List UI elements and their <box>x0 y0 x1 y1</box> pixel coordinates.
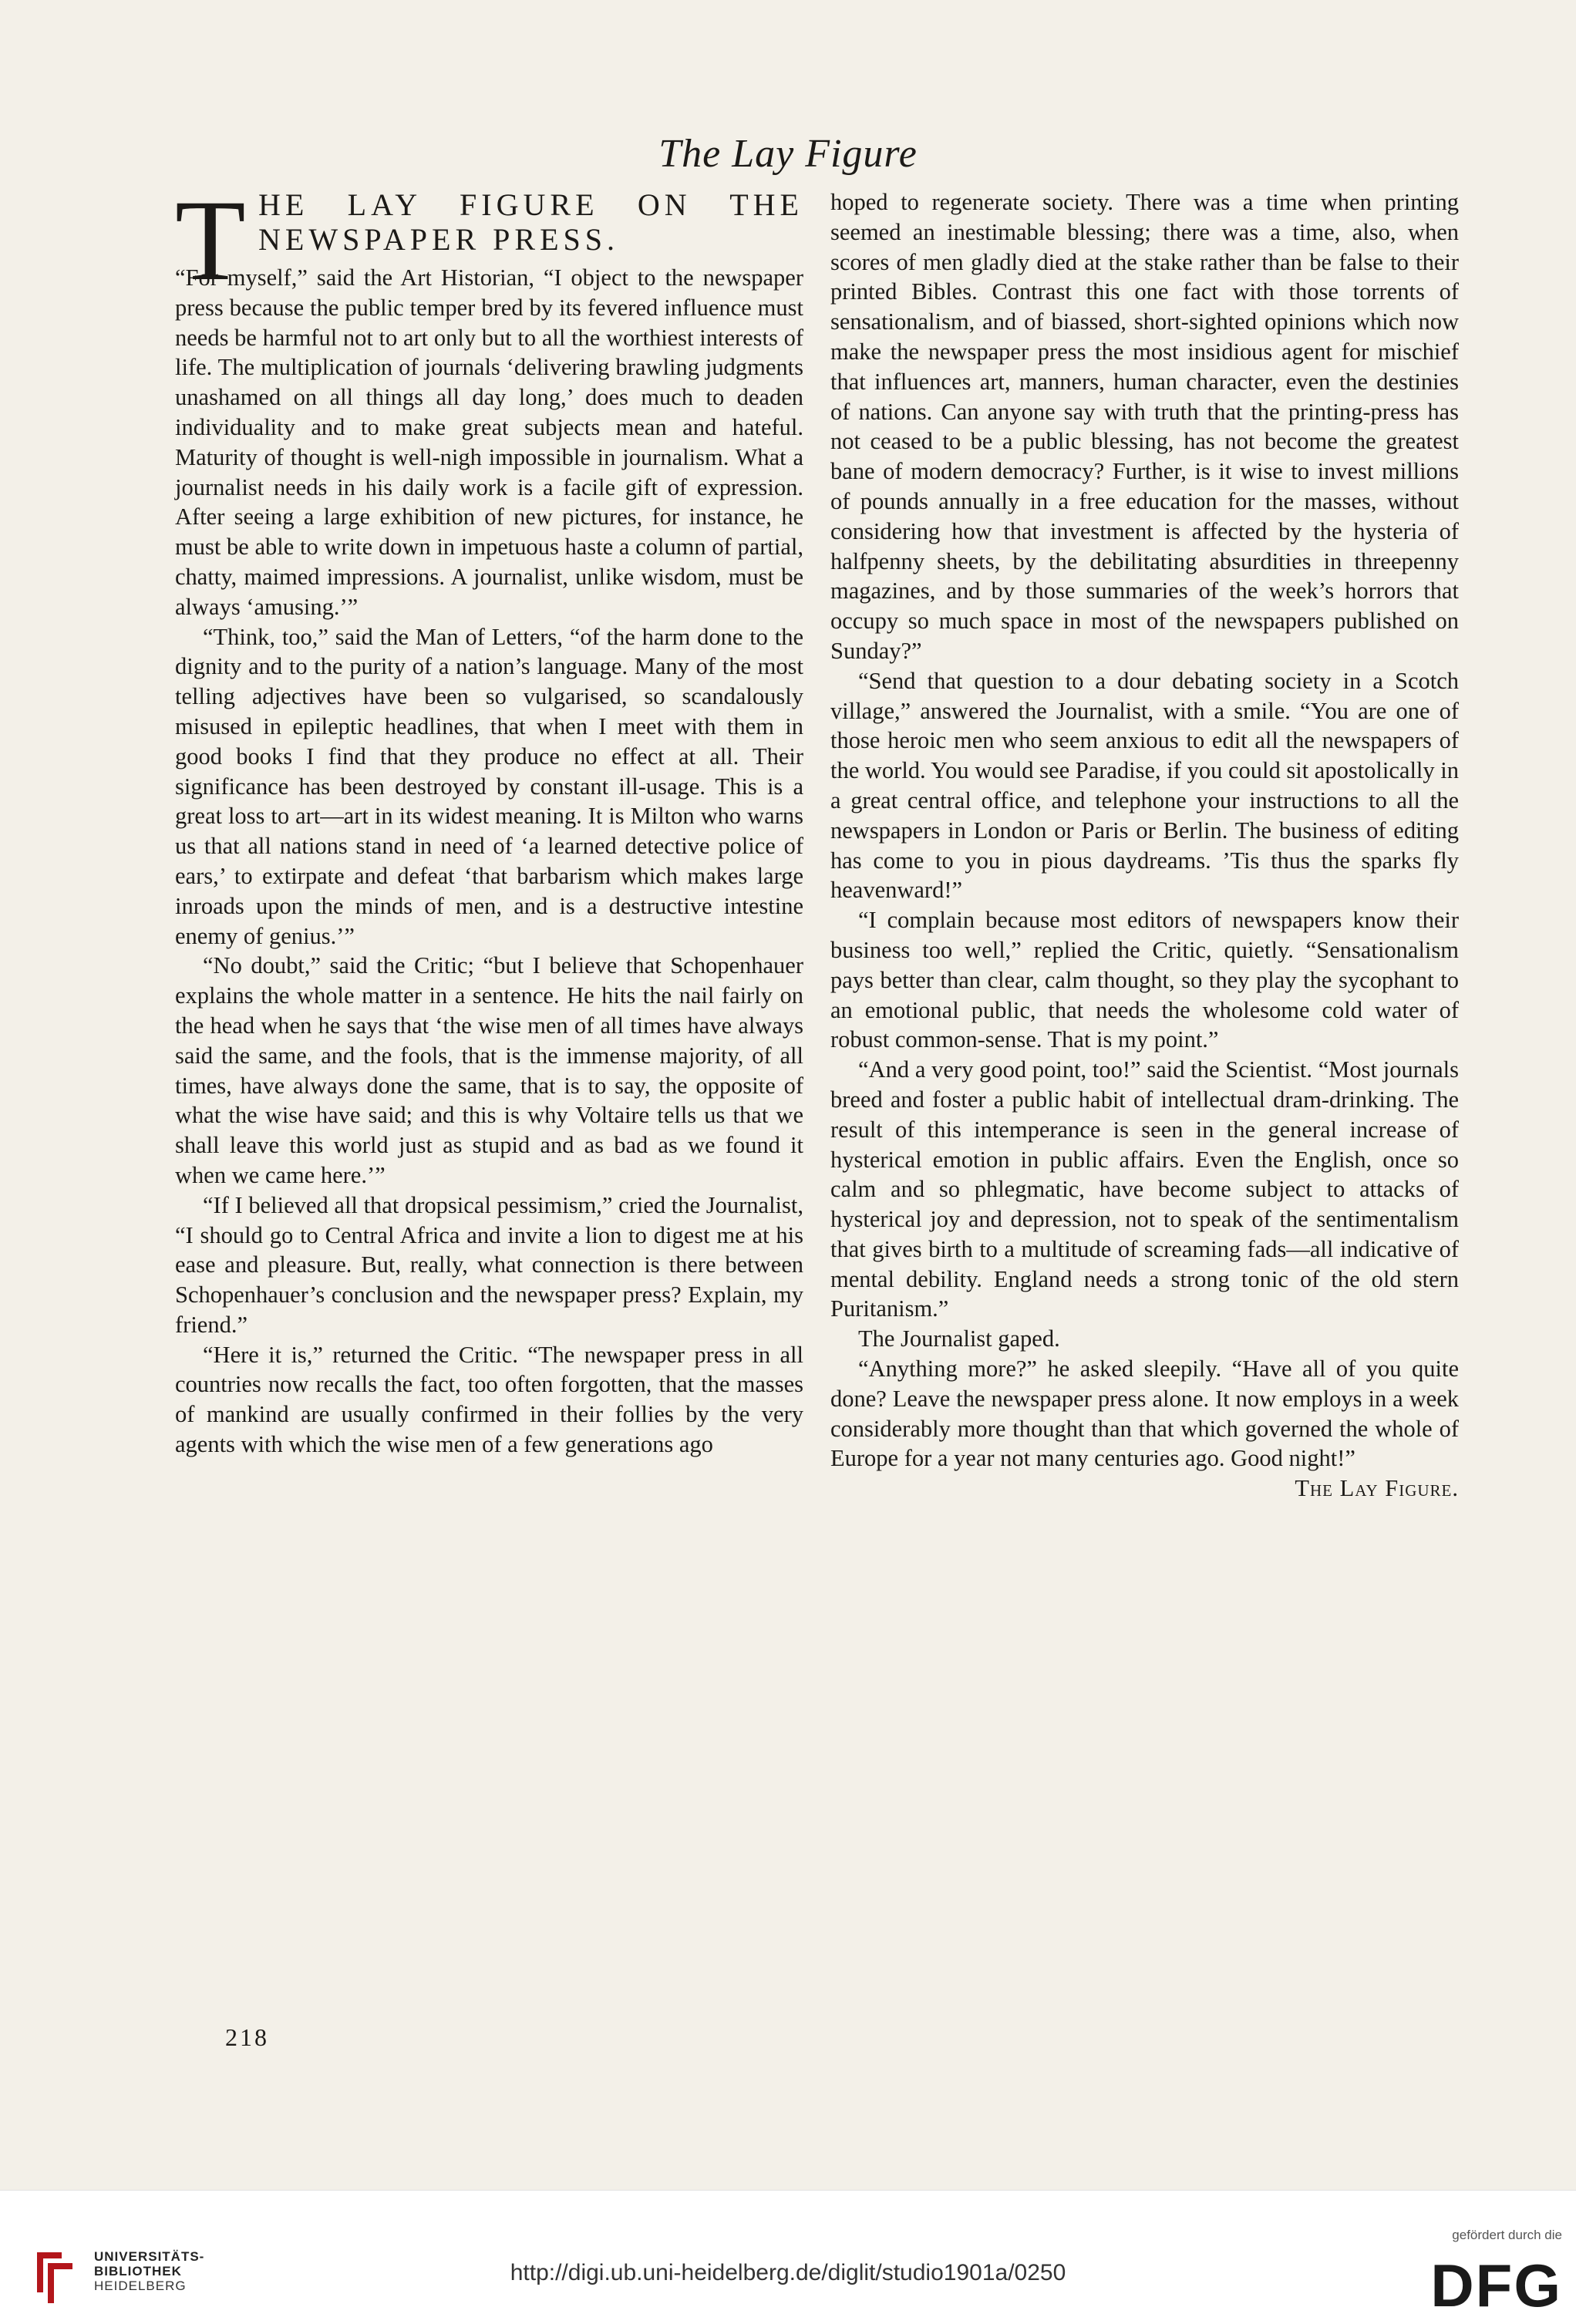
page-number: 218 <box>225 2023 269 2051</box>
left-column <box>175 177 803 1460</box>
dfg-logo: DFG <box>1430 2252 1562 2319</box>
library-name-line: BIBLIOTHEK <box>94 2264 182 2279</box>
paragraph: “Send that question to a dour debating society in a Scotch village,” answered the Journalist, with a smile. “You are one of those heroic men who seem anxious to edit all the newspapers of the world. You would see Paradise, if you could sit apostolically in a great central office, and telephone your instructions to all the newspapers in London or Paris or Berlin. The business of editing has come to you in pious daydreams. ’Tis thus the sparks fly heavenward!” <box>830 667 1459 904</box>
footer <box>0 2190 1576 2324</box>
paragraph-text: “For myself,” said the Art Historian, “I object to the newspaper press because the public temper bred by its fevered influence must needs be harmful not to art only but to all the worthiest interests of life. The multiplication of journals ‘delivering brawling judgments unashamed on all things all day long,’ does much to deaden individuality and to make great subjects mean and hateful. Maturity of thought is well-nigh impossible in journalism. What a journalist needs in his daily work is a facile gift of expression. After seeing a large exhibition of new pictures, for instance, he must be able to write down in impetuous haste a column of partial, chatty, maimed impressions. A journalist, unlike wisdom, must be always ‘amusing.’” <box>175 264 803 620</box>
paragraph <box>830 1354 1459 1502</box>
library-name-line: HEIDELBERG <box>94 2279 187 2293</box>
paragraph: “If I believed all that dropsical pessimism,” cried the Journalist, “I should go to Central Africa and invite a lion to digest me at his ease and pleasure. But, really, what connection is there between Schopenhauer’s conclusion and the newspaper press? Explain, my friend.” <box>175 1191 803 1338</box>
right-column <box>830 187 1459 1504</box>
paragraph: “Think, too,” said the Man of Letters, “of the harm done to the dignity and to the purity of a nation’s language. Many of the most telling adjectives have been so vulgarised, so scandalously misused in epileptic headlines, that when I meet with them in good books I find that they produce no effect at all. Their significance has been destroyed by constant ill-usage. This is a great loss to art—art in its widest meaning. It is Milton who warns us that all nations stand in need of ‘a learned detective police of ears,’ to extirpate and defeat ‘that barbarism which makes large inroads upon the minds of men, and is a destructive intestine enemy of genius.’” <box>175 623 803 949</box>
paragraph-text: “Anything more?” he asked sleepily. “Have all of you quite done? Leave the newspaper press alone. It now employs in a week considerably more thought than that which governed the whole of Europe for a year not many centuries ago. Good night!” <box>830 1356 1459 1472</box>
paragraph: “No doubt,” said the Critic; “but I believe that Schopenhauer explains the whole matter in a sentence. He hits the nail fairly on the head when he says that ‘the wise men of all times have always said the same, and the fools, that is the immense majority, of all times, have always done the same, that is to say, the opposite of what the wise have said; and this is why Voltaire tells us that we shall leave this world just as stupid and as bad as we found it when we came here.’” <box>175 952 803 1188</box>
article-heading <box>175 177 803 305</box>
library-name-line: UNIVERSITÄTS- <box>94 2249 205 2264</box>
source-link[interactable]: http://digi.ub.uni-heidelberg.de/diglit/studio1901a/0250 <box>510 2260 1066 2285</box>
funded-by-label: gefördert durch die <box>1452 2228 1562 2242</box>
dropcap: T <box>175 177 251 305</box>
signoff: The Lay Figure. <box>1295 1475 1459 1502</box>
paragraph: “And a very good point, too!” said the Scientist. “Most journals breed and foster a public habit of intellectual dram-drinking. The result of this intemperance is seen in the general increase of hysterical emotion in public affairs. Even the English, once so calm and so phlegmatic, have become subject to attacks of hysterical joy and depression, not to speak of the sentimentalism that gives birth to a multitude of screaming fads—all indicative of mental debility. England needs a strong tonic of the old stern Puritanism.” <box>830 1056 1459 1322</box>
paragraph <box>175 263 803 622</box>
article-heading-text: HE LAY FIGURE ON THE NEWSPAPER PRESS. <box>258 187 803 257</box>
running-title: The Lay Figure <box>658 132 918 176</box>
paragraph: hoped to regenerate society. There was a time when printing seemed an inestimable blessing; there was a time, also, when scores of men gladly died at the stake rather than be false to their printed Bibles. Contrast this one fact with those torrents of sensationalism, and of biassed, short-sighted opinions which now make the newspaper press the most insidious agent for mischief that influences art, manners, human character, even the destinies of nations. Can anyone say with truth that the printing-press has not ceased to be a public blessing, has not become the greatest bane of modern democracy? Further, is it wise to invest millions of pounds annually in a free education for the masses, without considering how that investment is affected by the hysteria of halfpenny sheets, by the debilitating absurdities in threepenny magazines, and by those summaries of the week’s horrors that occupy so much space in most of the newspapers published on Sunday?” <box>830 189 1459 664</box>
paragraph: The Journalist gaped. <box>858 1325 1060 1352</box>
paragraph: “Here it is,” returned the Critic. “The newspaper press in all countries now recalls the fact, too often forgotten, that the masses of mankind are usually confirmed in their follies by the very agents with which the wise men of a few generations ago <box>175 1341 803 1458</box>
paragraph: “I complain because most editors of newspapers know their business too well,” replied the Critic, quietly. “Sensationalism pays better than clear, calm thought, so they play the sycophant to an emotional public, that needs the wholesome cold water of robust common-sense. That is my point.” <box>830 907 1459 1053</box>
